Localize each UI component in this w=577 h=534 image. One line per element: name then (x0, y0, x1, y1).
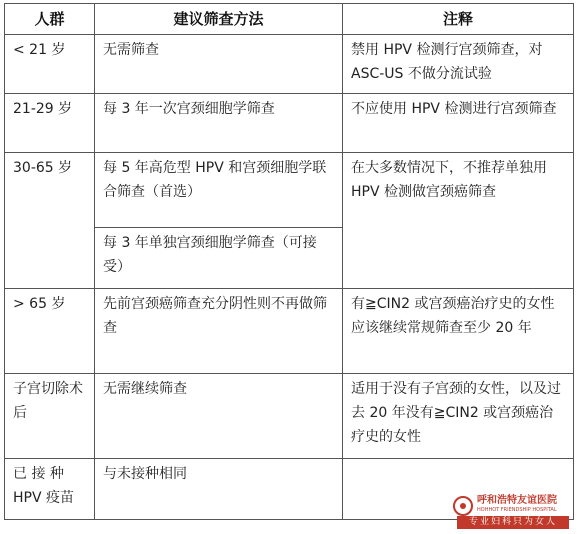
cell-method: 先前宫颈癌筛查充分阴性则不再做筛查 (95, 289, 343, 374)
table-row (5, 374, 574, 459)
cell-group: 21-29 岁 (5, 94, 95, 153)
cell-note: 在大多数情况下，不推荐单独用 HPV 检测做宫颈癌筛查 (343, 153, 574, 289)
cell-group: 子宫切除术后 (5, 374, 95, 459)
table-row (5, 289, 574, 374)
cell-note: 不应使用 HPV 检测进行宫颈筛查 (343, 94, 574, 153)
table-row (5, 153, 574, 228)
cell-method: 与未接种相同 (95, 459, 343, 520)
cell-note: 适用于没有子宫颈的女性，以及过去 20 年没有≧CIN2 或宫颈癌治疗史的女性 (343, 374, 574, 459)
cell-group: > 65 岁 (5, 289, 95, 374)
header-method: 建议筛查方法 (95, 4, 343, 35)
hospital-logo-icon (453, 496, 473, 516)
cell-note: 禁用 HPV 检测行宫颈筛查，对 ASC-US 不做分流试验 (343, 35, 574, 94)
watermark-slogan: 专业妇科只为女人 (457, 516, 569, 529)
header-group: 人群 (5, 4, 95, 35)
header-note: 注释 (343, 4, 574, 35)
cell-method: 每 3 年一次宫颈细胞学筛查 (95, 94, 343, 153)
screening-table (4, 3, 574, 520)
cell-group: 已 接 种 HPV 疫苗 (5, 459, 95, 520)
hospital-watermark (453, 494, 571, 530)
watermark-name-en: HOHHOT FRIENDSHIP HOSPITAL (477, 507, 557, 513)
cell-method: 无需继续筛查 (95, 374, 343, 459)
watermark-name: 呼和浩特友谊医院 (477, 495, 557, 506)
table-row (5, 94, 574, 153)
cell-group: 30-65 岁 (5, 153, 95, 289)
cell-group: < 21 岁 (5, 35, 95, 94)
header-row (5, 4, 574, 35)
cell-method-alt: 每 3 年单独宫颈细胞学筛查（可接受） (95, 228, 343, 289)
cell-note: 有≧CIN2 或宫颈癌治疗史的女性应该继续常规筛查至少 20 年 (343, 289, 574, 374)
table-row (5, 35, 574, 94)
cell-method: 无需筛查 (95, 35, 343, 94)
cell-method: 每 5 年高危型 HPV 和宫颈细胞学联合筛查（首选） (95, 153, 343, 228)
